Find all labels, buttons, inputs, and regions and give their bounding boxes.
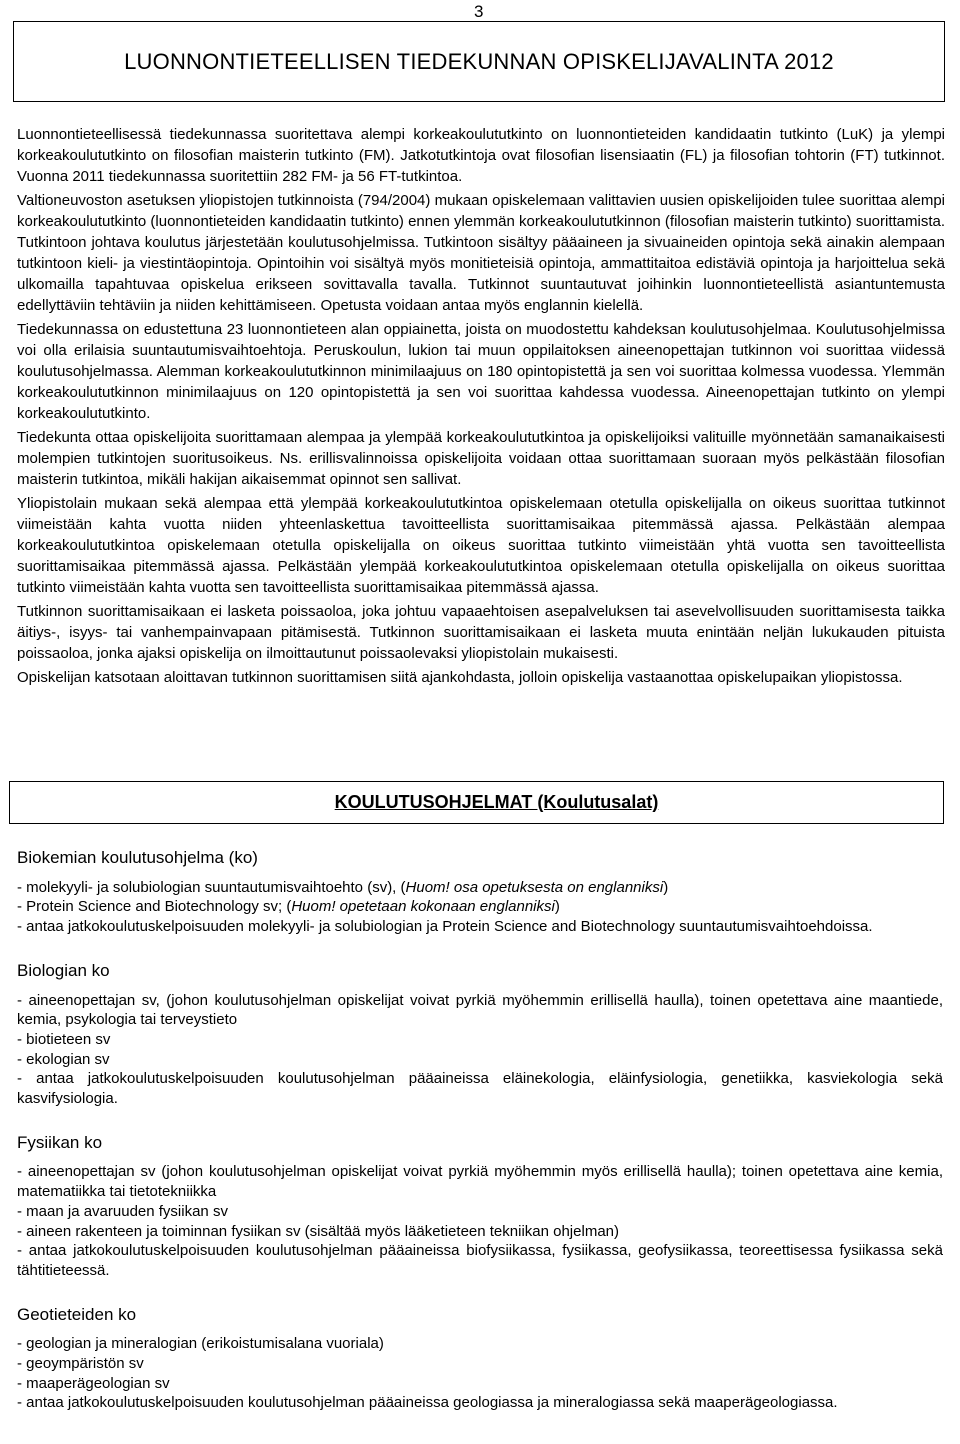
program-fysiikka — [17, 1133, 943, 1281]
list-item: - aineenopettajan sv, (johon koulutusohjelman opiskelijat voivat pyrkiä myöhemmin erillisellä haulla), toinen opetettava aine maantiede, kemia, psykologia tai terveystieto — [17, 991, 943, 1030]
program-title: Fysiikan ko — [17, 1132, 103, 1152]
program-items — [17, 1162, 943, 1280]
program-biokemia — [17, 848, 943, 937]
program-geotieteet — [17, 1305, 943, 1414]
intro-text — [17, 124, 945, 691]
list-item: - geologian ja mineralogian (erikoistumisalana vuoriala) — [17, 1334, 943, 1354]
page-title: LUONNONTIETEELLISEN TIEDEKUNNAN OPISKELIJAVALINTA 2012 — [124, 48, 834, 74]
list-item: - molekyyli- ja solubiologian suuntautumisvaihtoehto (sv), (Huom! osa opetuksesta on englanniksi) — [17, 878, 943, 898]
list-item: - aineenopettajan sv (johon koulutusohjelman opiskelijat voivat pyrkiä myöhemmin myös erillisellä haulla); toinen opetettava aine kemia, matematiikka tai tietotekniikka — [17, 1162, 943, 1201]
list-item: - aineen rakenteen ja toiminnan fysiikan sv (sisältää myös lääketieteen tekniikan ohjelman) — [17, 1222, 943, 1242]
program-items — [17, 991, 943, 1109]
intro-paragraph: Tiedekunta ottaa opiskelijoita suorittamaan alempaa ja ylempää korkeakoulututkintoa ja opiskelijoiksi valituille myönnetään samanaikaisesti molempien tutkintojen suoritusoikeus. Ns. erillisvalinnoissa opiskelijoita voidaan ottaa suorittamaan suoraan myös pelkästään filosofian maisterin tutkintoa, mikäli hakijan aikaisemmat opinnot sen sallivat. — [17, 429, 945, 488]
program-title: Biologian ko — [17, 960, 110, 980]
list-item: - maaperägeologian sv — [17, 1374, 943, 1394]
intro-paragraph: Tutkinnon suorittamisaikaan ei lasketa poissaoloa, joka johtuu vapaaehtoisen asepalveluksen tai asevelvollisuuden suorittamisesta taikka äitiys-, isyys- tai vanhempainvapaan pitämisestä. Tutkinnon suorittamisaikaan ei lasketa muuta enintään neljän lukukauden pituista poissaoloa, jonka ajaksi opiskelija on ilmoittautunut poissaolevaksi yliopistolain mukaisesti. — [17, 603, 945, 662]
intro-paragraph: Yliopistolain mukaan sekä alempaa että ylempää korkeakoulututkintoa opiskelemaan otetulla opiskelijalla on oikeus suorittaa tutkinnot viimeistään kahta vuotta niiden yhteenlaskettua tavoitteellista suorittamisaikaa pitemmässä ajassa. Pelkästään alempaa korkeakoulututkintoa opiskelemaan otetulla opiskelijalla on oikeus suorittaa tutkinto viimeistään yhtä vuotta sen tavoitteellista suorittamisaikaa pitemmässä ajassa. Pelkästään ylempää korkeakoulututkintoa opiskelemaan otetulla opiskelijalla on oikeus suorittaa tutkinto viimeistään kahta vuotta sen tavoitteellista suorittamisaikaa pitemmässä ajassa. — [17, 495, 945, 596]
page-number: 3 — [474, 2, 484, 21]
intro-paragraph: Tiedekunnassa on edustettuna 23 luonnontieteen alan oppiainetta, joista on muodostettu kahdeksan koulutusohjelmaa. Koulutusohjelmissa voi olla erilaisia suuntautumisvaihtoehtoja. Peruskoulun, lukion tai muun oppilaitoksen aineenopettajan tutkinnon voi suorittaa viidessä koulutusohjelmassa. Alemman korkeakoulututkinnon minimilaajuus on 180 opintopistettä ja sen voi suorittaa kolmessa vuodessa. Ylemmän korkeakoulututkinnon minimilaajuus on 120 opintopistettä ja sen voi suorittaa kahdessa vuodessa. Aineenopettajan tutkinto on ylempi korkeakoulututkinto. — [17, 321, 945, 422]
list-item: - maan ja avaruuden fysiikan sv — [17, 1202, 943, 1222]
program-items — [17, 1334, 943, 1413]
program-title: Geotieteiden ko — [17, 1304, 137, 1324]
list-item: - geoympäristön sv — [17, 1354, 943, 1374]
list-item: - Protein Science and Biotechnology sv; (Huom! opetetaan kokonaan englanniksi) — [17, 897, 943, 917]
title-box — [13, 21, 945, 102]
intro-paragraph: Valtioneuvoston asetuksen yliopistojen tutkinnoista (794/2004) mukaan opiskelemaan valittavien uusien opiskelijoiden tulee suorittaa alempi korkeakoulututkinto (luonnontieteiden kandidaatin tutkinto) ennen ylemmän korkeakoulututkinnon (filosofian maisterin tutkinto) suorittamista. Tutkintoon johtava koulutus järjestetään koulutusohjelmissa. Tutkintoon sisältyy pääaineen ja sivuaineiden opintoja sekä ainakin alempaan tutkintoon kieli- ja viestintäopintoja. Opintoihin voi sisältyä myös monitieteisiä opintoja, ammattitaitoa edistäviä opintoja ja harjoittelua sekä ulkomailla tapahtuvaa opiskelua erikseen sovittavalla tavalla. Tutkinnot suuntautuvat joihinkin luonnontieteellistä asiantuntemusta edellyttäviin tehtäviin ja niiden kehittämiseen. Opetusta voidaan antaa myös englannin kielellä. — [17, 192, 946, 314]
list-item: - antaa jatkokoulutuskelpoisuuden koulutusohjelman pääaineissa eläinekologia, eläinfysiologia, genetiikka, kasviekologia sekä kasvifysiologia. — [17, 1069, 943, 1108]
intro-paragraph: Opiskelijan katsotaan aloittavan tutkinnon suorittamisen siitä ajankohdasta, jolloin opiskelija vastaanottaa opiskelupaikan yliopistossa. — [17, 669, 903, 686]
program-biologia — [17, 961, 943, 1109]
program-title: Biokemian koulutusohjelma (ko) — [17, 848, 258, 867]
programs-list — [17, 848, 943, 1437]
section-title: KOULUTUSOHJELMAT (Koulutusalat) — [334, 792, 659, 812]
intro-paragraph: Luonnontieteellisessä tiedekunnassa suoritettava alempi korkeakoulututkinto on luonnontieteiden kandidaatin tutkinto (LuK) ja ylempi korkeakoulututkinto on filosofian maisterin tutkinto (FM). Jatkotutkintoja ovat filosofian lisensiaatin (FL) ja filosofian tohtorin (FT) tutkinnot. Vuonna 2011 tiedekunnassa suoritettiin 282 FM- ja 56 FT-tutkintoa. — [17, 126, 945, 185]
list-item: - antaa jatkokoulutuskelpoisuuden molekyyli- ja solubiologian ja Protein Science and Biotechnology suuntautumisvaihtoehdoissa. — [17, 917, 943, 937]
program-items — [17, 878, 943, 937]
list-item: - ekologian sv — [17, 1050, 943, 1070]
section-box — [9, 781, 944, 824]
list-item: - antaa jatkokoulutuskelpoisuuden koulutusohjelman pääaineissa biofysiikassa, fysiikassa, geofysiikassa, teoreettisessa fysiikassa sekä tähtitieteessä. — [17, 1241, 943, 1280]
list-item: - antaa jatkokoulutuskelpoisuuden koulutusohjelman pääaineissa geologiassa ja mineralogiassa sekä maaperägeologiassa. — [17, 1393, 943, 1413]
list-item: - biotieteen sv — [17, 1030, 943, 1050]
